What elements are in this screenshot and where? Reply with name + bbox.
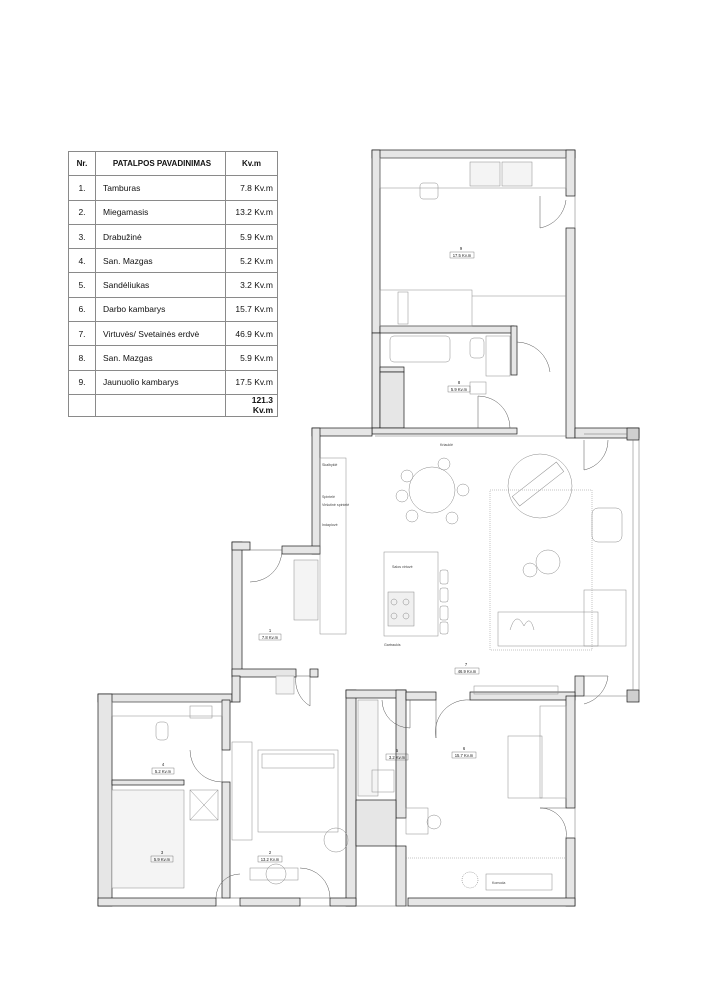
hatched-cabinet [502,162,532,186]
room-tag-num: 7 [464,662,468,667]
room-tag-8 [448,380,470,392]
door-swing [517,342,550,375]
wall [98,694,232,702]
wall [566,150,575,196]
room-tag-area: 15.7 Kv.m [454,753,474,758]
door-swing [584,440,608,470]
row-area: 5.2 Kv.m [226,249,278,273]
dining-chair [396,490,408,502]
wall [566,696,575,808]
wall [372,150,380,333]
wall [310,669,318,677]
room-tag-area: 3.2 Kv.m [388,755,406,760]
door-swing [478,396,510,428]
door-swing [435,700,470,738]
row-room-name: San. Mazgas [96,249,226,273]
hatched-cabinet [470,162,500,186]
room-tag-area: 5.9 Kv.m [153,857,171,862]
bed [380,290,472,326]
door-swing [296,676,310,706]
cooktop [388,592,414,626]
row-nr: 7. [69,322,96,346]
door-swing [250,550,282,582]
header-room-name: PATALPOS PAVADINIMAS [96,152,226,176]
row-nr: 1. [69,176,96,200]
row-area: 5.9 Kv.m [226,224,278,248]
wall [406,692,436,700]
wall [98,694,112,906]
bathtub [390,336,450,362]
toilet [470,338,484,358]
dining-table [409,467,455,513]
room-tag-num: 1 [268,628,272,633]
room-tag-num: 2 [268,850,272,855]
row-area: 5.9 Kv.m [226,346,278,370]
plant [510,619,534,630]
sink [470,382,486,394]
row-room-name: Jaunuolio kambarys [96,370,226,394]
row-room-name: Miegamasis [96,200,226,224]
row-area: 13.2 Kv.m [226,200,278,224]
note-skalbykla: Skalbyklė [322,463,338,467]
room-tag-area: 13.2 Kv.m [260,857,280,862]
coffee-table [536,550,560,574]
room-tag-num: 3 [160,850,164,855]
note-salos: Salos virtuvė [392,565,413,569]
sofa [498,612,598,646]
bench [512,462,564,506]
bed [258,750,338,832]
nightstand-left [232,742,252,840]
armchair [592,508,622,542]
row-area: 17.5 Kv.m [226,370,278,394]
wall [627,690,639,702]
wall [222,700,230,750]
room-tag-num: 8 [457,380,461,385]
room-tag-num: 9 [459,246,463,251]
wall [356,800,396,846]
pillows [262,754,334,768]
wall [566,838,575,906]
wall [372,333,380,428]
room-tag-num: 4 [161,762,165,767]
plant [462,872,478,888]
note-kriaukle: Kriauklė [440,443,453,447]
wall [372,428,517,434]
row-nr: 8. [69,346,96,370]
chair [420,183,438,199]
wall [98,898,216,906]
wall [396,846,406,906]
wall [380,367,404,372]
round-table [508,454,572,518]
stool [440,622,448,634]
sofa-bed [508,736,542,798]
row-area: 46.9 Kv.m [226,322,278,346]
furniture [112,158,626,890]
note-spintele: Spintelė [322,495,335,499]
wall [330,898,356,906]
note-indaplove: Indaplovė [322,523,338,527]
dresser [250,868,298,880]
row-room-name: Virtuvės/ Svetainės erdvė [96,322,226,346]
wall [627,428,639,440]
total-area: 121.3 Kv.m [226,394,278,416]
row-nr: 4. [69,249,96,273]
row-area: 7.8 Kv.m [226,176,278,200]
wardrobe [294,560,318,620]
bath-counter [112,702,222,716]
wall [470,692,575,700]
dining-chair [457,484,469,496]
header-area: Kv.m [226,152,278,176]
stool [440,570,448,584]
row-room-name: Darbo kambarys [96,297,226,321]
note-komoda: Komoda [492,881,506,885]
dining-chair [401,470,413,482]
wall [240,898,300,906]
row-area: 15.7 Kv.m [226,297,278,321]
room-tag-num: 5 [395,748,399,753]
door-swing [540,808,566,838]
note-gartraukis: Gartraukis [384,643,401,647]
storage-shelves [358,700,378,796]
wall [566,228,575,438]
room-tag-2 [258,850,282,862]
row-room-name: Drabužinė [96,224,226,248]
room-tag-4 [152,762,174,774]
shoe-cabinet [276,676,294,694]
room-tag-area: 5.9 Kv.m [450,387,468,392]
door-swing [540,196,566,228]
dining-chair [446,512,458,524]
note-virsutine: Viršutinė spintelė [322,503,350,507]
wall [282,546,320,554]
desk-chair [427,815,441,829]
wall [511,326,517,375]
room-tag-area: 5.2 Kv.m [154,769,172,774]
room-tag-area: 7.8 Kv.m [261,635,279,640]
shelving [540,706,566,798]
row-area: 3.2 Kv.m [226,273,278,297]
room-tag-num: 6 [462,746,466,751]
door-swing [190,750,222,782]
wall [112,780,184,785]
wall [372,150,575,158]
row-nr: 5. [69,273,96,297]
wall [346,690,356,906]
wall [232,542,250,550]
row-nr: 2. [69,200,96,224]
ottoman [266,864,286,884]
kitchen-counter [320,458,346,634]
nightstand-round [324,828,348,852]
dining-chair [438,458,450,470]
room-tag-area: 46.9 Kv.m [457,669,477,674]
windows [216,196,639,906]
cabinet [486,336,510,376]
wall [312,428,372,436]
header-nr: Nr. [69,152,96,176]
desk [406,808,428,834]
room-tag-6 [452,746,476,758]
row-room-name: San. Mazgas [96,346,226,370]
wall [232,542,242,676]
dining-chair [406,510,418,522]
room-tag-7 [455,662,479,674]
wall [380,372,404,428]
row-nr: 9. [69,370,96,394]
room-tag-area: 17.5 Kv.m [452,253,472,258]
row-room-name: Sandėliukas [96,273,226,297]
pillow [398,292,408,324]
room-tag-9 [450,246,474,258]
side-table [523,563,537,577]
rug [490,490,592,650]
stool [440,606,448,620]
wall [312,428,320,554]
room-tag-1 [259,628,281,640]
row-room-name: Tamburas [96,176,226,200]
door-swing [300,868,330,898]
wall [232,676,240,702]
wall [380,326,514,333]
sofa-chaise [584,590,626,646]
row-nr: 3. [69,224,96,248]
row-nr: 6. [69,297,96,321]
stool [440,588,448,602]
wall [408,898,575,906]
toilet [156,722,168,740]
closet-shelves [112,790,184,888]
wall [575,676,584,696]
